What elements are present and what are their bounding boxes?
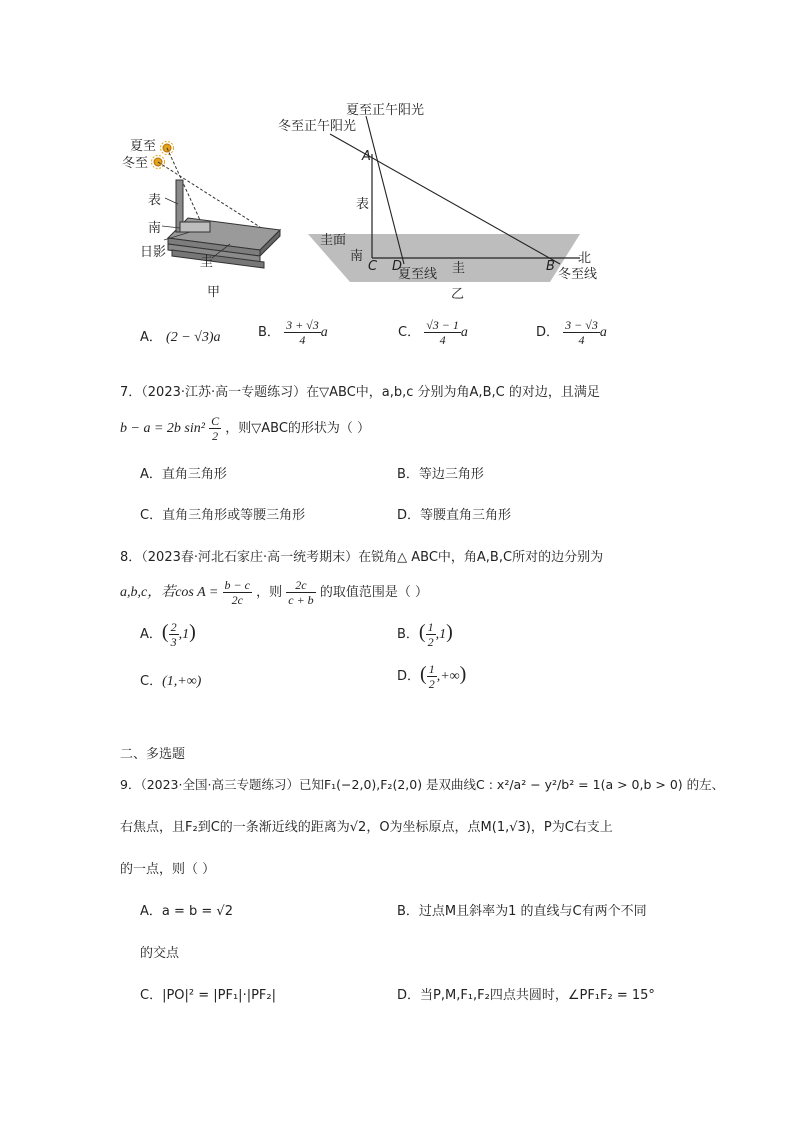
label-D: D (392, 259, 403, 274)
q7-option-b[interactable]: B．等边三角形 (397, 467, 484, 482)
label-nan-yi: 南 (350, 249, 364, 264)
label-xiazhi-light: 夏至正午阳光 (346, 103, 425, 118)
label-gui-yi: 圭 (452, 261, 466, 276)
q7-stem-line1: 7．（2023·江苏·高一专题练习）在▽ABC中，a,b,c 分别为角A,B,C 的对边，且满足 (120, 385, 600, 400)
q6-option-d[interactable]: D． $\frac{3 - √3}{4}$ a (536, 318, 607, 347)
label-xiazhi: 夏至 (130, 139, 157, 154)
label-bei: 北 (578, 251, 592, 266)
q9-stem-line2: 右焦点，且F₂到C的一条渐近线的距离为√2，O为坐标原点，点M(1,√3)，P为C右支上 (120, 820, 613, 835)
q6-option-b[interactable]: B． $\frac{3 + √3}{4}$ a (258, 318, 328, 347)
q8-stem-line1: 8．（2023春·河北石家庄·高一统考期末）在锐角△ ABC中，角A,B,C所对的边分别为 (120, 550, 604, 565)
label-biao-yi: 表 (356, 197, 370, 212)
q8-stem-line2: a,b,c，若cos A = $\frac{b - c}{2c}$ ，则 $\frac{2c}{c + b}$ 的取值范围是（ ） (120, 578, 428, 607)
q9-option-b[interactable]: B．过点M且斜率为1 的直线与C有两个不同 (397, 904, 647, 919)
label-dongzhi: 冬至 (122, 156, 149, 171)
figure-jia (120, 132, 290, 302)
q8-option-b[interactable]: B．( $\frac{1}{2}$ ,1) (397, 620, 453, 649)
label-A: A (362, 149, 371, 164)
q6-option-a[interactable]: A． (2 − √3)a (140, 330, 221, 345)
q9-stem-line1: 9．（2023·全国·高三专题练习）已知F₁(−2,0),F₂(2,0) 是双曲线C : x²/a² − y²/b² = 1(a > 0,b > 0) 的左、 (120, 777, 725, 792)
q6-option-c[interactable]: C． $\frac{√3 - 1}{4}$ a (398, 318, 468, 347)
label-nan: 南 (148, 221, 162, 236)
q9-option-b-cont: 的交点 (140, 946, 180, 961)
q8-option-c[interactable]: C．(1,+∞) (140, 674, 202, 689)
q7-stem-line2: b − a = 2b sin² $\frac{C}{2}$ ，则▽ABC的形状为（ ） (120, 414, 371, 443)
figure-yi (270, 96, 620, 302)
q7-option-a[interactable]: A．直角三角形 (140, 467, 227, 482)
q7-option-c[interactable]: C．直角三角形或等腰三角形 (140, 508, 306, 523)
caption-yi: 乙 (451, 287, 465, 302)
label-dongzhixian: 冬至线 (558, 267, 598, 282)
label-gui: 圭 (200, 255, 214, 270)
label-biao: 表 (148, 193, 162, 208)
q9-option-a[interactable]: A．a = b = √2 (140, 904, 233, 919)
label-C: C (368, 259, 378, 274)
q8-option-a[interactable]: A．( $\frac{2}{3}$ ,1) (140, 620, 196, 649)
q7-option-d[interactable]: D．等腰直角三角形 (397, 508, 512, 523)
q9-option-c[interactable]: C．|PO|² = |PF₁|·|PF₂| (140, 988, 276, 1003)
section-title-multiple-choice: 二、多选题 (120, 747, 186, 762)
label-B: B (546, 259, 555, 274)
label-dongzhi-light: 冬至正午阳光 (278, 119, 357, 134)
label-guimian: 圭面 (320, 233, 347, 248)
q9-option-d[interactable]: D．当P,M,F₁,F₂四点共圆时，∠PF₁F₂ = 15° (397, 988, 655, 1003)
label-xiazhixian: 夏至线 (398, 267, 438, 282)
q9-stem-line3: 的一点，则（ ） (120, 862, 216, 877)
label-riying: 日影 (140, 245, 167, 260)
caption-jia: 甲 (207, 285, 221, 300)
q8-option-d[interactable]: D．( $\frac{1}{2}$ ,+∞) (397, 662, 467, 691)
